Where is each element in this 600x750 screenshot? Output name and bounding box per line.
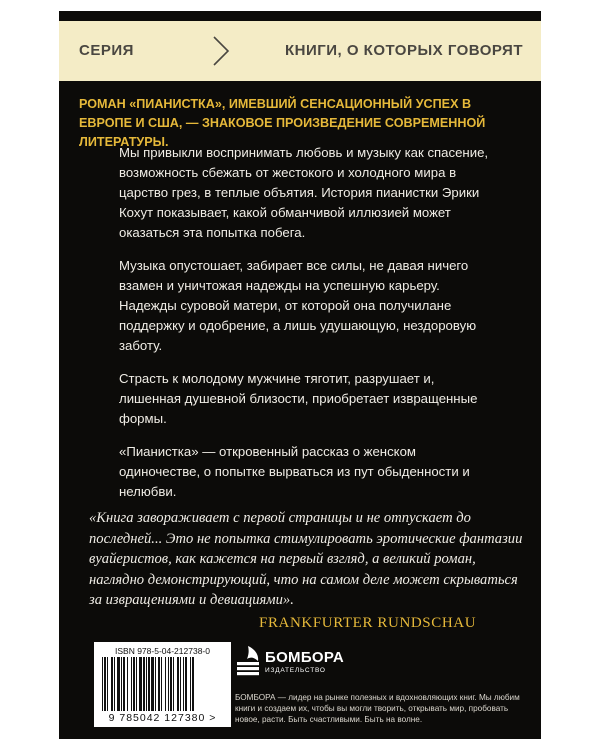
barcode-bar bbox=[102, 657, 103, 711]
barcode-bar bbox=[192, 657, 194, 711]
barcode-bar bbox=[107, 657, 108, 711]
barcode-bars bbox=[100, 657, 225, 711]
barcode-bar bbox=[180, 657, 181, 711]
barcode-bar bbox=[133, 657, 135, 711]
description bbox=[119, 143, 494, 515]
publisher-name: БОМБОРА bbox=[265, 649, 345, 666]
lead-text: РОМАН «ПИАНИСТКА», ИМЕВШИЙ СЕНСАЦИОННЫЙ УСПЕХ В ЕВРОПЕ И США, — ЗНАКОВОЕ ПРОИЗВЕДЕНИЕ СОВРЕМЕННОЙ ЛИТЕРАТУРЫ. bbox=[79, 97, 486, 149]
back-cover bbox=[59, 11, 541, 739]
barcode-bar bbox=[173, 657, 174, 711]
review-source: FRANKFURTER RUNDSCHAU bbox=[259, 615, 477, 631]
barcode-bar bbox=[161, 657, 162, 711]
publisher-logo bbox=[235, 645, 345, 679]
series-band bbox=[59, 21, 541, 81]
barcode-bar bbox=[168, 657, 169, 711]
barcode-digits: 9 785042 127380 > bbox=[108, 712, 217, 724]
barcode-bar bbox=[123, 657, 125, 711]
barcode-bar bbox=[158, 657, 160, 711]
review-quote: «Книга завораживает с первой страницы и не отпускает до последней... Это не попытка стимулировать эротические фантазии вуайеристов, как кажется на первый взгляд, а великий роман, наглядно демонстрирующий, что на самом деле может скрываться за извращениями и девиациями». bbox=[89, 510, 523, 608]
description-paragraph: Музыка опустошает, забирает все силы, не давая ничего взамен и уничтожая надежды на успешную карьеру. Надежды суровой матери, от которой она получилане поддержку и одобрение, а лишь удушающую, нездоровую заботу. bbox=[119, 258, 477, 353]
barcode-bar bbox=[146, 657, 147, 711]
series-label: СЕРИЯ bbox=[79, 42, 134, 59]
barcode-bar bbox=[117, 657, 120, 711]
barcode-bar bbox=[155, 657, 156, 711]
publisher-sub: ИЗДАТЕЛЬСТВО bbox=[265, 667, 326, 674]
barcode-bar bbox=[190, 657, 191, 711]
barcode-bar bbox=[127, 657, 128, 711]
barcode-bar bbox=[165, 657, 166, 711]
barcode-bar bbox=[114, 657, 115, 711]
barcode-bar bbox=[121, 657, 122, 711]
barcode bbox=[94, 642, 231, 727]
barcode-bar bbox=[139, 657, 142, 711]
description-paragraph: Страсть к молодому мужчине тяготит, разрушает и, лишенная душевной близости, приобретает извращенные формы. bbox=[119, 371, 478, 426]
publisher-text: БОМБОРА — лидер на рынке полезных и вдохновляющих книг. Мы любим книги и создаем их, чтобы вы могли творить, открывать мир, пробовать новое, расти. Быть счастливыми. Быть на волне. bbox=[235, 693, 520, 724]
bombora-wave-icon bbox=[235, 645, 261, 677]
barcode-bar bbox=[131, 657, 132, 711]
barcode-bar bbox=[170, 657, 172, 711]
barcode-bar bbox=[183, 657, 184, 711]
description-paragraph: «Пианистка» — откровенный рассказ о женском одиночестве, о попытке вырваться из пут обыденности и нелюбви. bbox=[119, 444, 470, 499]
chevron-right-icon bbox=[204, 35, 236, 67]
barcode-bar bbox=[111, 657, 113, 711]
barcode-bar bbox=[136, 657, 137, 711]
description-paragraph: Мы привыкли воспринимать любовь и музыку как спасение, возможность сбежать от жестокого и холодного мира в царство грез, в теплые объятия. История пианистки Эрики Кохут показывает, какой обманчивой иллюзией может оказаться эта попытка побега. bbox=[119, 145, 489, 240]
series-name: КНИГИ, О КОТОРЫХ ГОВОРЯТ bbox=[284, 42, 523, 59]
barcode-bar bbox=[143, 657, 145, 711]
isbn-label: ISBN 978-5-04-212738-0 bbox=[115, 646, 210, 656]
barcode-bar bbox=[151, 657, 154, 711]
barcode-bar bbox=[104, 657, 106, 711]
barcode-bar bbox=[148, 657, 150, 711]
barcode-bar bbox=[177, 657, 179, 711]
barcode-bar bbox=[185, 657, 187, 711]
